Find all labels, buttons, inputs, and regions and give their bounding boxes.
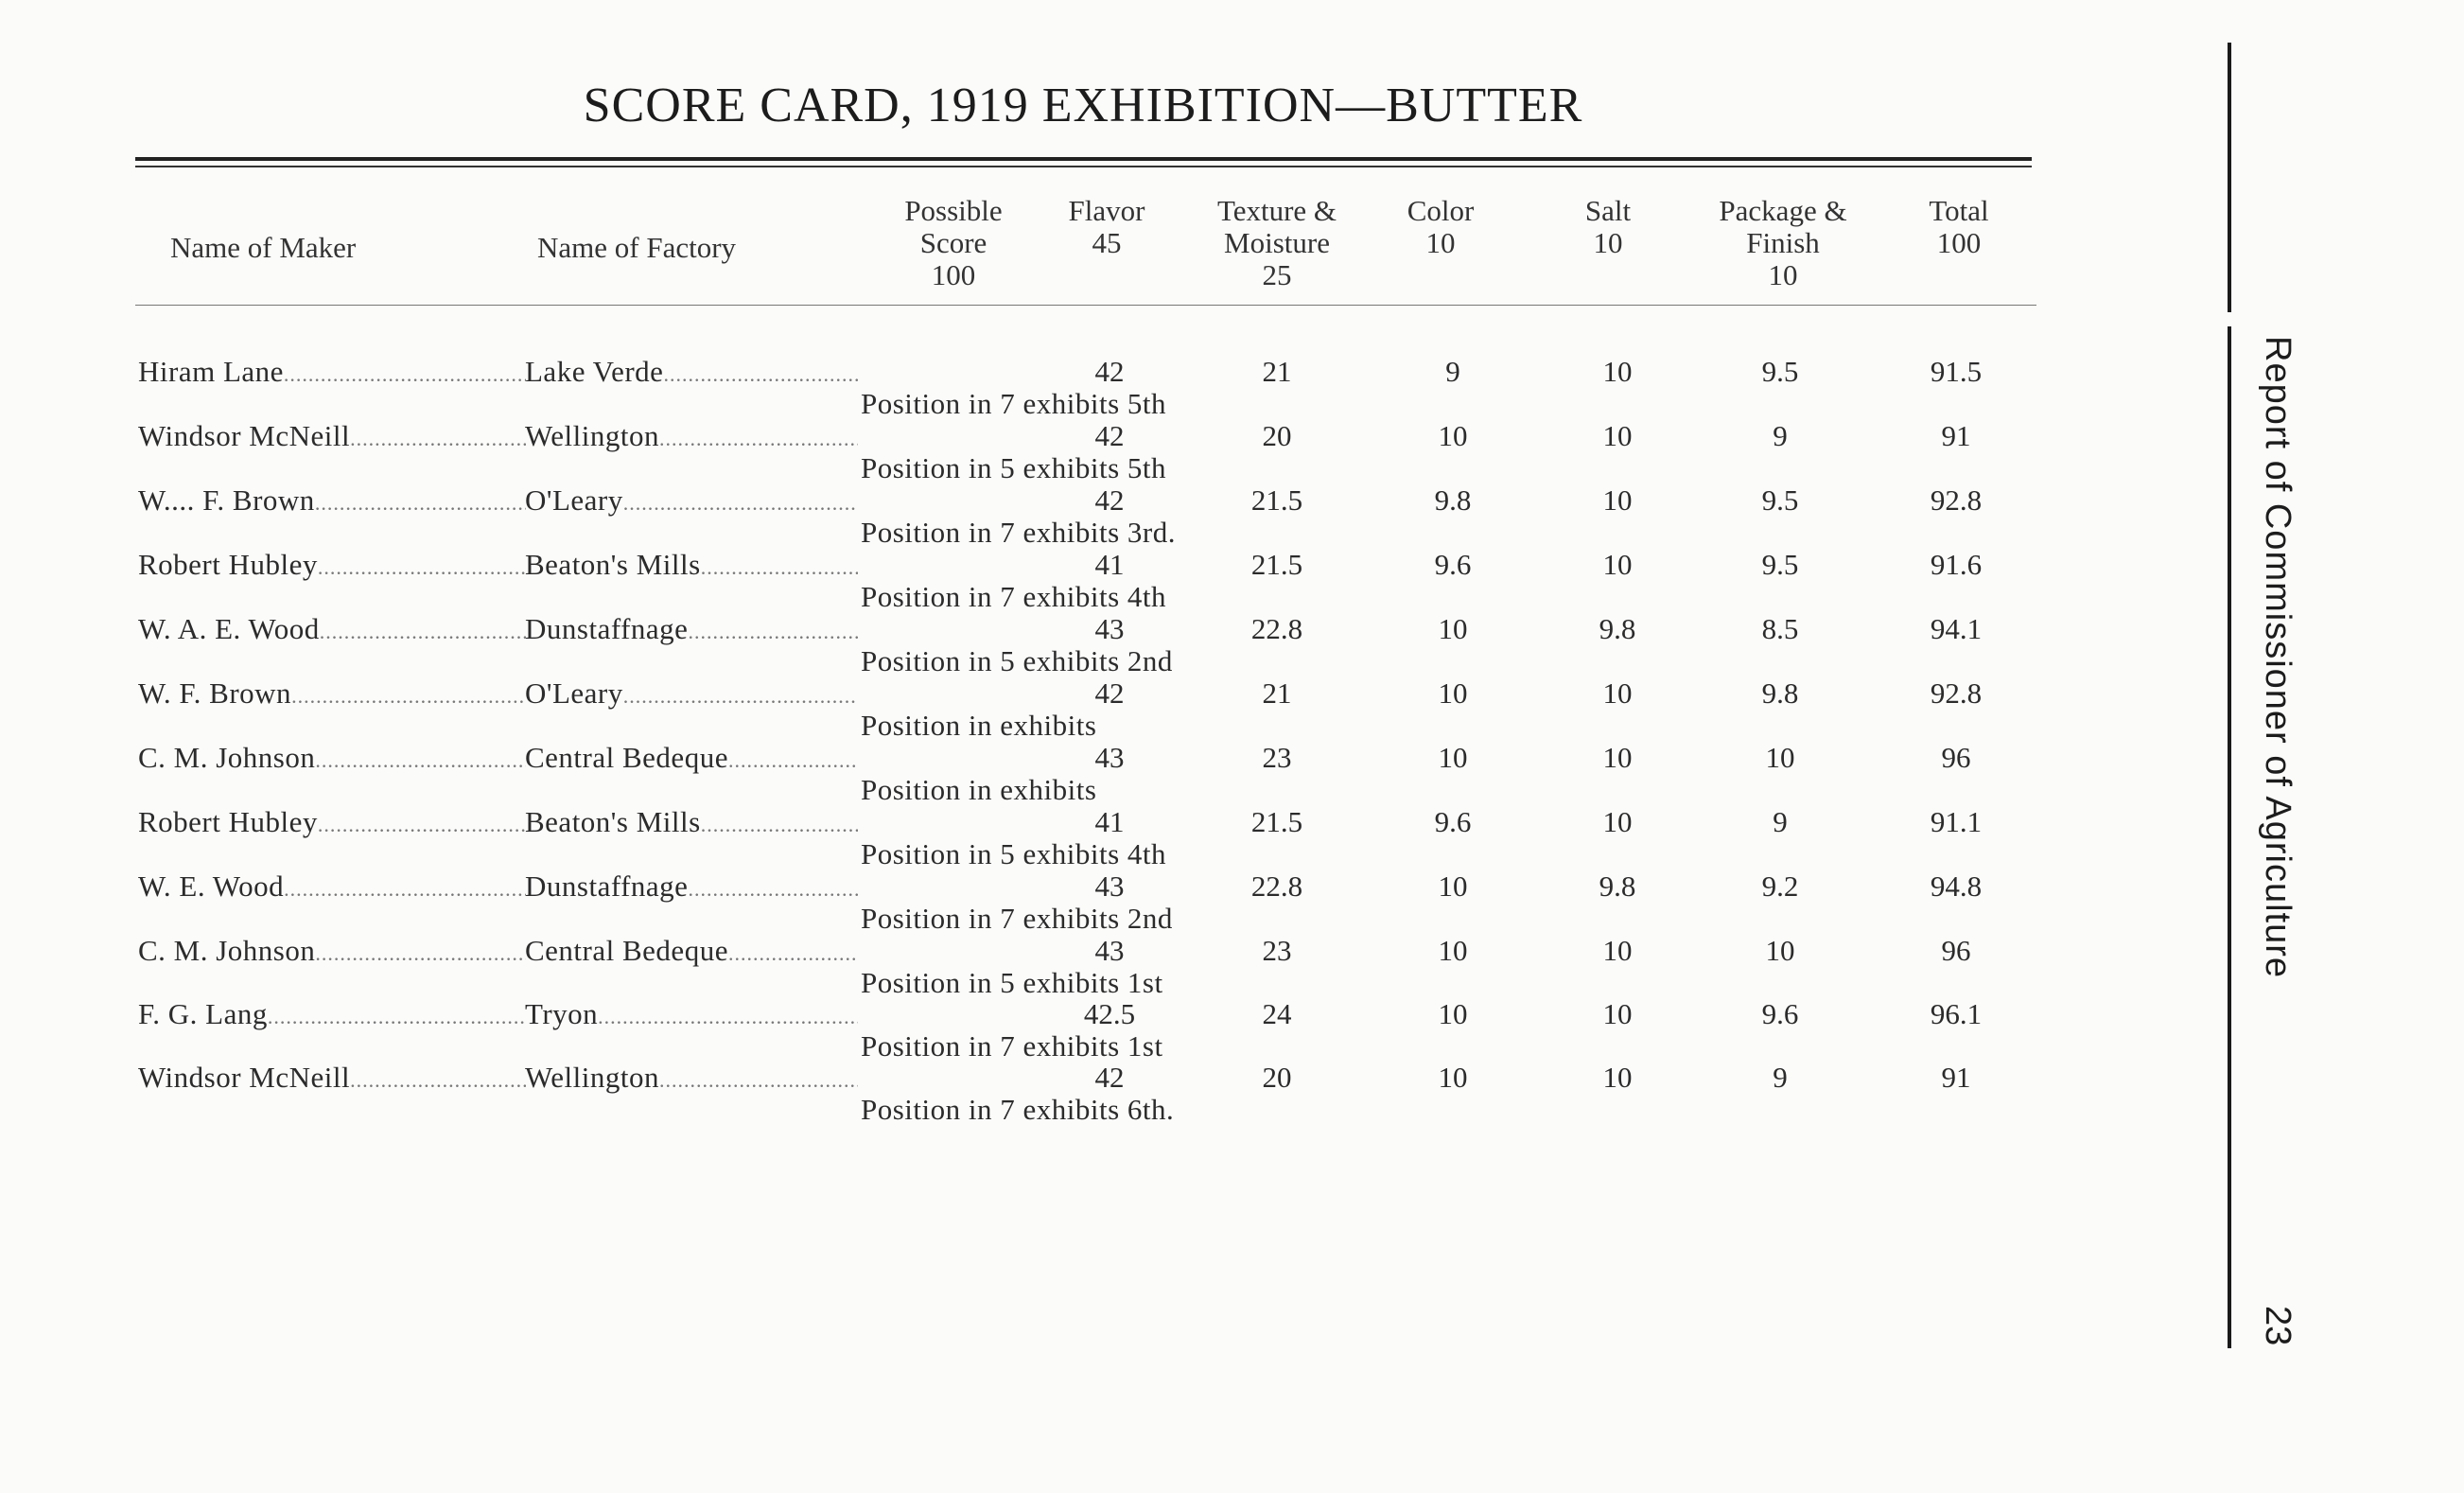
maker-name: C. M. Johnson ..... [138, 935, 526, 970]
texture-score: 21.5 [1250, 483, 1303, 517]
factory-name: Central Bedeque ..... [525, 742, 858, 777]
header-salt: Salt 10 [1584, 194, 1632, 259]
package-score: 9.8 [1761, 676, 1799, 710]
table-row [0, 613, 2270, 677]
factory-name: Lake Verde ..... [525, 356, 858, 391]
flavor-score: 42 [1094, 1061, 1125, 1094]
table-row [0, 677, 2270, 742]
texture-score: 23 [1262, 934, 1292, 967]
table-row [0, 870, 2270, 935]
maker-name: Robert Hubley ..... [138, 806, 526, 841]
texture-score: 22.8 [1250, 869, 1303, 903]
position-note: Position in 5 exhibits 4th [861, 837, 1167, 870]
package-score: 9 [1773, 419, 1788, 452]
texture-score: 22.8 [1250, 612, 1303, 645]
texture-score: 21.5 [1250, 548, 1303, 581]
factory-name: O'Leary ..... [525, 677, 858, 712]
color-score: 10 [1438, 869, 1468, 903]
package-score: 9.5 [1761, 548, 1799, 581]
flavor-score: 41 [1094, 805, 1125, 838]
flavor-score: 43 [1094, 612, 1125, 645]
package-score: 9.5 [1761, 483, 1799, 517]
salt-score: 10 [1602, 934, 1633, 967]
position-note: Position in 7 exhibits 4th [861, 580, 1167, 613]
total-score: 96 [1941, 741, 1971, 774]
maker-name: Windsor McNeill ..... [138, 420, 526, 455]
color-score: 10 [1438, 934, 1468, 967]
color-score: 10 [1438, 741, 1468, 774]
header-name-of-factory: Name of Factory [537, 231, 737, 264]
table-row [0, 549, 2270, 613]
table-row [0, 484, 2270, 549]
total-score: 96.1 [1930, 997, 1983, 1030]
salt-score: 9.8 [1599, 612, 1636, 645]
maker-name: Robert Hubley ..... [138, 549, 526, 584]
flavor-score: 43 [1094, 741, 1125, 774]
table-row [0, 998, 2270, 1063]
flavor-score: 43 [1094, 934, 1125, 967]
title-rule-thin [135, 166, 2032, 167]
position-note: Position in 7 exhibits 1st [861, 1029, 1163, 1063]
page-title: SCORE CARD, 1919 EXHIBITION—BUTTER [583, 79, 1583, 132]
factory-name: Tryon ..... [525, 998, 858, 1033]
salt-score: 10 [1602, 741, 1633, 774]
header-divider [135, 305, 2036, 306]
factory-name: Wellington ..... [525, 1062, 858, 1097]
position-note: Position in exhibits [861, 709, 1097, 742]
flavor-score: 42 [1094, 355, 1125, 388]
header-color: Color 10 [1407, 194, 1475, 259]
header-possible-score: Possible Score 100 [904, 194, 1003, 291]
maker-name: Windsor McNeill ..... [138, 1062, 526, 1097]
texture-score: 23 [1262, 741, 1292, 774]
color-score: 10 [1438, 997, 1468, 1030]
salt-score: 10 [1602, 1061, 1633, 1094]
maker-name: Hiram Lane ..... [138, 356, 526, 391]
position-note: Position in exhibits [861, 773, 1097, 806]
factory-name: Dunstaffnage ..... [525, 870, 858, 905]
position-note: Position in 7 exhibits 2nd [861, 902, 1173, 935]
maker-name: W. E. Wood ..... [138, 870, 526, 905]
salt-score: 10 [1602, 483, 1633, 517]
maker-name: F. G. Lang ..... [138, 998, 526, 1033]
table-row [0, 806, 2270, 870]
color-score: 10 [1438, 612, 1468, 645]
salt-score: 10 [1602, 676, 1633, 710]
package-score: 9 [1773, 805, 1788, 838]
package-score: 9.2 [1761, 869, 1799, 903]
position-note: Position in 5 exhibits 1st [861, 966, 1163, 999]
factory-name: Dunstaffnage ..... [525, 613, 858, 648]
package-score: 10 [1765, 741, 1795, 774]
salt-score: 10 [1602, 805, 1633, 838]
position-note: Position in 7 exhibits 5th [861, 387, 1167, 420]
texture-score: 24 [1262, 997, 1292, 1030]
factory-name: Beaton's Mills ..... [525, 549, 858, 584]
color-score: 10 [1438, 1061, 1468, 1094]
position-note: Position in 7 exhibits 6th. [861, 1093, 1175, 1126]
color-score: 9.8 [1434, 483, 1472, 517]
total-score: 92.8 [1930, 483, 1983, 517]
header-total: Total 100 [1929, 194, 1989, 259]
texture-score: 21.5 [1250, 805, 1303, 838]
running-head: Report of Commissioner of Agriculture [2258, 336, 2298, 979]
table-row [0, 935, 2270, 999]
position-note: Position in 5 exhibits 5th [861, 451, 1167, 484]
title-rule-thick [135, 157, 2032, 161]
salt-score: 9.8 [1599, 869, 1636, 903]
flavor-score: 41 [1094, 548, 1125, 581]
maker-name: W. A. E. Wood ..... [138, 613, 526, 648]
package-score: 9.5 [1761, 355, 1799, 388]
color-score: 9.6 [1434, 548, 1472, 581]
color-score: 9.6 [1434, 805, 1472, 838]
color-score: 10 [1438, 676, 1468, 710]
header-name-of-maker: Name of Maker [170, 231, 357, 264]
flavor-score: 43 [1094, 869, 1125, 903]
total-score: 96 [1941, 934, 1971, 967]
total-score: 91.6 [1930, 548, 1983, 581]
factory-name: O'Leary ..... [525, 484, 858, 519]
salt-score: 10 [1602, 419, 1633, 452]
package-score: 9.6 [1761, 997, 1799, 1030]
texture-score: 20 [1262, 1061, 1292, 1094]
position-note: Position in 5 exhibits 2nd [861, 644, 1173, 677]
factory-name: Central Bedeque ..... [525, 935, 858, 970]
salt-score: 10 [1602, 997, 1633, 1030]
total-score: 91.1 [1930, 805, 1983, 838]
table-row [0, 420, 2270, 484]
flavor-score: 42.5 [1083, 997, 1136, 1030]
maker-name: W. F. Brown ..... [138, 677, 526, 712]
total-score: 94.8 [1930, 869, 1983, 903]
table-row [0, 742, 2270, 806]
table-row [0, 1062, 2270, 1126]
total-score: 91.5 [1930, 355, 1983, 388]
texture-score: 20 [1262, 419, 1292, 452]
flavor-score: 42 [1094, 419, 1125, 452]
sidebar-rule-top [2228, 43, 2231, 312]
package-score: 9 [1773, 1061, 1788, 1094]
package-score: 8.5 [1761, 612, 1799, 645]
package-score: 10 [1765, 934, 1795, 967]
flavor-score: 42 [1094, 676, 1125, 710]
header-flavor: Flavor 45 [1068, 194, 1145, 259]
color-score: 10 [1438, 419, 1468, 452]
texture-score: 21 [1262, 355, 1292, 388]
salt-score: 10 [1602, 355, 1633, 388]
total-score: 94.1 [1930, 612, 1983, 645]
factory-name: Wellington ..... [525, 420, 858, 455]
table-row [0, 356, 2270, 420]
factory-name: Beaton's Mills ..... [525, 806, 858, 841]
total-score: 91 [1941, 419, 1971, 452]
flavor-score: 42 [1094, 483, 1125, 517]
sidebar-rule-bottom [2228, 326, 2231, 1348]
page-number: 23 [2258, 1306, 2298, 1346]
position-note: Position in 7 exhibits 3rd. [861, 516, 1176, 549]
maker-name: C. M. Johnson ..... [138, 742, 526, 777]
maker-name: W.... F. Brown ..... [138, 484, 526, 519]
header-package-finish: Package & Finish 10 [1719, 194, 1847, 291]
total-score: 91 [1941, 1061, 1971, 1094]
total-score: 92.8 [1930, 676, 1983, 710]
salt-score: 10 [1602, 548, 1633, 581]
header-texture-moisture: Texture & Moisture 25 [1216, 194, 1337, 291]
texture-score: 21 [1262, 676, 1292, 710]
color-score: 9 [1445, 355, 1460, 388]
